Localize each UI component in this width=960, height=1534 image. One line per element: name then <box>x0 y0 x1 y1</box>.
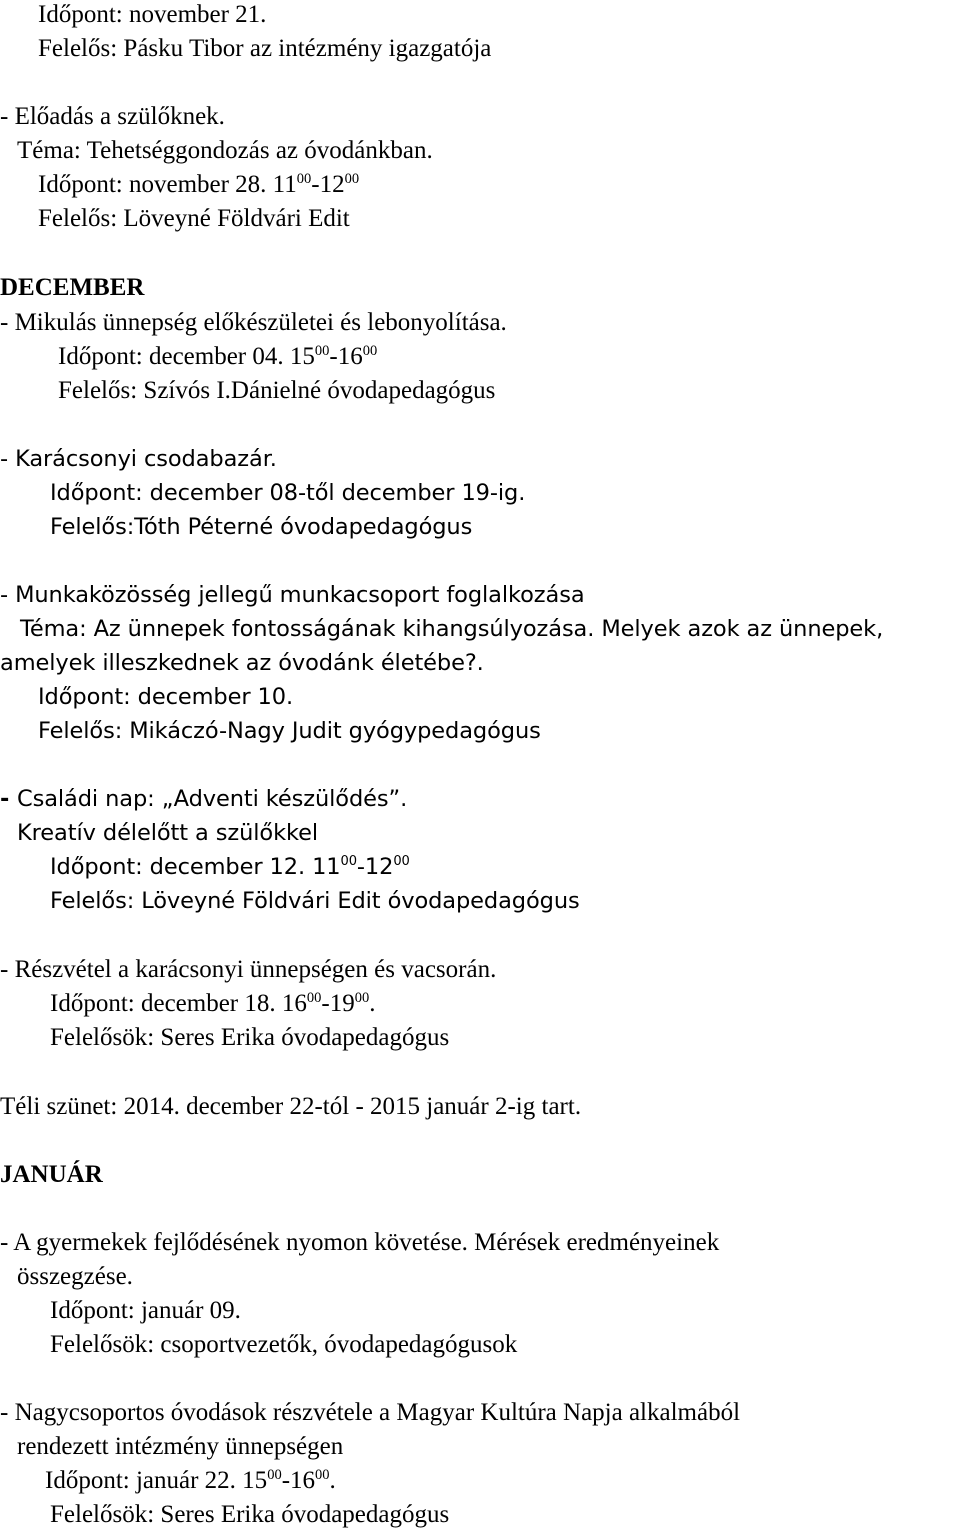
text-line: Időpont: november 21. <box>38 1 267 28</box>
text-line: Felelősök: Seres Erika óvodapedagógus <box>50 1024 450 1051</box>
text-line: Időpont: november 28. $11^{00}-12^{00}$ <box>38 171 360 198</box>
agenda-item: - Munkaközösség jellegű munkacsoport foglalkozása <box>0 582 585 608</box>
text-line: Kreatív délelőtt a szülőkkel <box>17 820 319 846</box>
text-line: Felelős: Szívós I.Dánielné óvodapedagógus <box>58 377 496 404</box>
agenda-item: - Családi nap: „Adventi készülődés”. <box>0 786 408 812</box>
text-line: Felelősök: Seres Erika óvodapedagógus <box>50 1501 450 1528</box>
month-heading: DECEMBER <box>0 274 145 301</box>
text-line: Téma: Az ünnepek fontosságának kihangsúlyozása. Melyek azok az ünnepek, <box>20 616 884 642</box>
text-line: Téli szünet: 2014. december 22-tól - 2015 január 2-ig tart. <box>0 1093 582 1120</box>
agenda-item: - Nagycsoportos óvodások részvétele a Magyar Kultúra Napja alkalmából <box>0 1399 741 1426</box>
agenda-item: - Előadás a szülőknek. <box>0 103 225 130</box>
text-line: Felelős: Löveyné Földvári Edit óvodapedagógus <box>50 888 580 914</box>
text-line: Időpont: december 04. $15^{00}-16^{00}$ <box>58 343 378 370</box>
month-heading: JANUÁR <box>0 1161 103 1188</box>
text-line: Időpont: december 10. <box>38 684 294 710</box>
text-line: Időpont: december 18. $16^{00}-19^{00}$. <box>50 990 376 1017</box>
agenda-item: - Karácsonyi csodabazár. <box>0 446 277 472</box>
text-line: Felelős: Mikáczó-Nagy Judit gyógypedagógus <box>38 718 541 744</box>
text-line: Időpont: december 12. $11^{00}-12^{00}$ <box>50 854 410 880</box>
text-line: amelyek illeszkednek az óvodánk életébe?. <box>0 650 484 676</box>
text-line: Időpont: január 22. $15^{00}-16^{00}$. <box>45 1467 336 1494</box>
text-line: Felelős: Löveyné Földvári Edit <box>38 205 350 232</box>
text-line: Felelős: Pásku Tibor az intézmény igazgatója <box>38 35 492 62</box>
agenda-item: - Mikulás ünnepség előkészületei és lebonyolítása. <box>0 309 507 336</box>
text-line: Felelősök: csoportvezetők, óvodapedagógusok <box>50 1331 518 1358</box>
text-line: rendezett intézmény ünnepségen <box>17 1433 344 1460</box>
agenda-item: - Részvétel a karácsonyi ünnepségen és vacsorán. <box>0 956 497 983</box>
text-line: Időpont: december 08-től december 19-ig. <box>50 480 526 506</box>
text-line: összegzése. <box>17 1263 133 1290</box>
text-line: Felelős:Tóth Péterné óvodapedagógus <box>50 514 473 540</box>
text-line: Időpont: január 09. <box>50 1297 241 1324</box>
agenda-item: - A gyermekek fejlődésének nyomon követése. Mérések eredményeinek <box>0 1229 720 1256</box>
text-line: Téma: Tehetséggondozás az óvodánkban. <box>17 137 433 164</box>
